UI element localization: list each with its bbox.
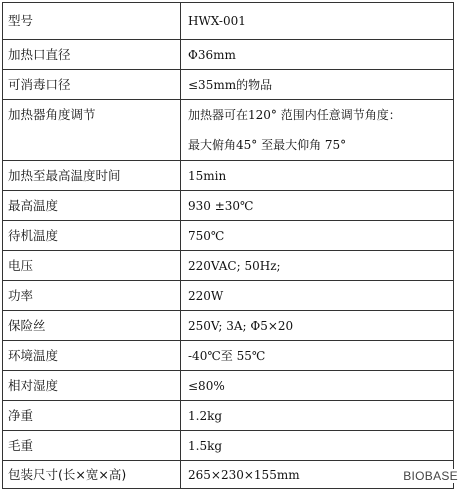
row-value: Φ36mm [181, 40, 454, 70]
row-label: 包装尺寸(长×宽×高) [3, 461, 181, 489]
table-row [3, 311, 454, 341]
row-label: 最高温度 [3, 191, 181, 221]
row-value [181, 100, 454, 161]
table-row [3, 40, 454, 70]
row-label: 型号 [3, 3, 181, 40]
table-row [3, 221, 454, 251]
table-row [3, 431, 454, 461]
row-label: 加热器角度调节 [3, 100, 181, 161]
row-value: ≤35mm的物品 [181, 70, 454, 100]
row-value: 15min [181, 161, 454, 191]
row-label: 加热口直径 [3, 40, 181, 70]
table-row [3, 191, 454, 221]
row-value: ≤80% [181, 371, 454, 401]
table-row [3, 100, 454, 161]
row-label: 保险丝 [3, 311, 181, 341]
row-value-line: 加热器可在120° 范围内任意调节角度： 最大俯角45° 至最大仰角 75° [188, 108, 401, 152]
row-value: 1.5kg [181, 431, 454, 461]
row-label: 环境温度 [3, 341, 181, 371]
row-value: 1.2kg [181, 401, 454, 431]
table-row [3, 371, 454, 401]
row-label: 可消毒口径 [3, 70, 181, 100]
table-row [3, 461, 454, 489]
table-row [3, 401, 454, 431]
row-value: 930 ±30℃ [181, 191, 454, 221]
row-label: 毛重 [3, 431, 181, 461]
row-label: 加热至最高温度时间 [3, 161, 181, 191]
row-value: HWX-001 [181, 3, 454, 40]
table-row [3, 161, 454, 191]
table-row [3, 281, 454, 311]
spec-table [2, 2, 454, 489]
row-value: 220W [181, 281, 454, 311]
row-value: 750℃ [181, 221, 454, 251]
table-row [3, 70, 454, 100]
row-value: 250V; 3A; Φ5×20 [181, 311, 454, 341]
table-row [3, 3, 454, 40]
row-label: 相对湿度 [3, 371, 181, 401]
row-label: 电压 [3, 251, 181, 281]
row-label: 功率 [3, 281, 181, 311]
table-row [3, 251, 454, 281]
row-value: -40℃至 55℃ [181, 341, 454, 371]
table-row [3, 341, 454, 371]
row-value: 220VAC; 50Hz; [181, 251, 454, 281]
row-label: 待机温度 [3, 221, 181, 251]
row-value: 265×230×155mm [181, 461, 454, 489]
brand-watermark: BIOBASE [403, 469, 458, 483]
row-label: 净重 [3, 401, 181, 431]
